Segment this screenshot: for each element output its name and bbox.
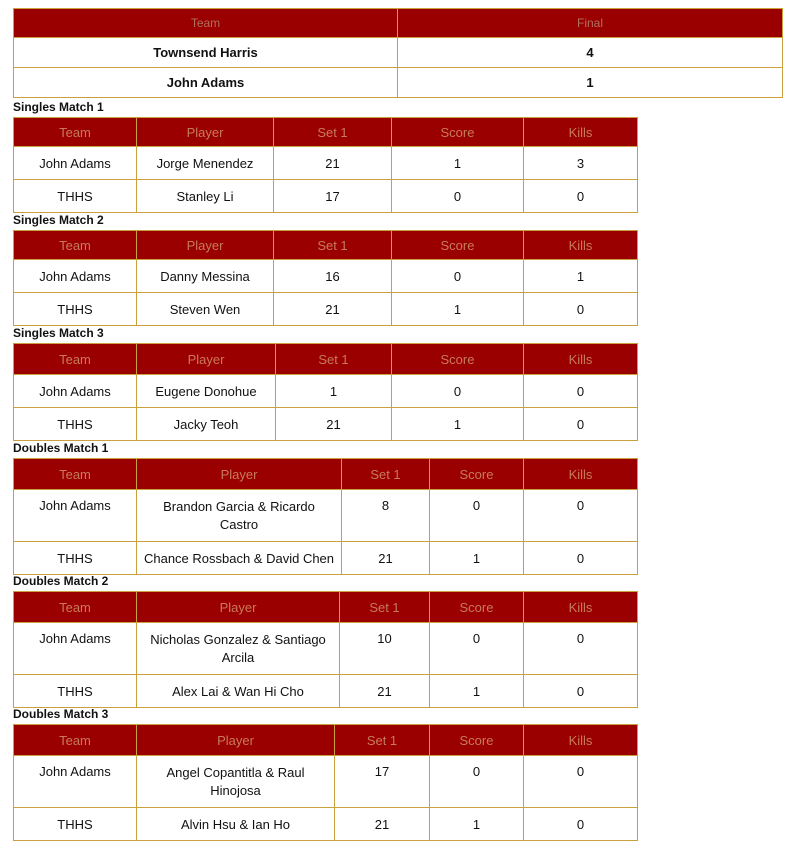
team-cell: John Adams (14, 490, 137, 542)
player-cell: Alvin Hsu & Ian Ho (137, 808, 335, 841)
kills-cell: 0 (524, 293, 638, 326)
table-row (14, 675, 638, 708)
player-cell: Jacky Teoh (137, 408, 276, 441)
table-row (14, 260, 638, 293)
table-row (14, 808, 638, 841)
player-cell: Brandon Garcia & Ricardo Castro (137, 490, 342, 542)
team-cell: John Adams (14, 68, 398, 98)
score-cell: 0 (392, 375, 524, 408)
table-row (14, 623, 638, 675)
column-header-score: Score (430, 725, 524, 756)
kills-cell: 0 (524, 375, 638, 408)
match-table (13, 724, 638, 841)
match-table (13, 591, 638, 708)
column-header-set1: Set 1 (274, 231, 392, 260)
set1-cell: 16 (274, 260, 392, 293)
set1-cell: 10 (340, 623, 430, 675)
column-header-player: Player (137, 592, 340, 623)
team-cell: THHS (14, 293, 137, 326)
table-row (14, 542, 638, 575)
kills-cell: 0 (524, 623, 638, 675)
column-header-kills: Kills (524, 459, 638, 490)
column-header-team: Team (14, 725, 137, 756)
player-cell: Jorge Menendez (137, 147, 274, 180)
kills-cell: 0 (524, 542, 638, 575)
player-cell: Alex Lai & Wan Hi Cho (137, 675, 340, 708)
match-title: Doubles Match 2 (13, 574, 109, 588)
score-cell: 0 (392, 260, 524, 293)
column-header-team: Team (14, 592, 137, 623)
team-cell: THHS (14, 675, 137, 708)
table-header-row (14, 231, 638, 260)
player-cell: Angel Copantitla & Raul Hinojosa (137, 756, 335, 808)
score-cell: 0 (392, 180, 524, 213)
table-header-row (14, 9, 783, 38)
team-cell: Townsend Harris (14, 38, 398, 68)
column-header-score: Score (392, 118, 524, 147)
column-header-kills: Kills (524, 118, 638, 147)
column-header-player: Player (137, 344, 276, 375)
match-title: Singles Match 3 (13, 326, 104, 340)
kills-cell: 0 (524, 808, 638, 841)
table-header-row (14, 344, 638, 375)
column-header-final: Final (398, 9, 783, 38)
column-header-score: Score (392, 344, 524, 375)
team-cell: THHS (14, 408, 137, 441)
set1-cell: 21 (340, 675, 430, 708)
table-row (14, 180, 638, 213)
team-cell: THHS (14, 542, 137, 575)
set1-cell: 21 (276, 408, 392, 441)
player-cell: Nicholas Gonzalez & Santiago Arcila (137, 623, 340, 675)
final-score-cell: 1 (398, 68, 783, 98)
team-cell: THHS (14, 808, 137, 841)
match-title: Doubles Match 1 (13, 441, 109, 455)
team-cell: THHS (14, 180, 137, 213)
kills-cell: 0 (524, 756, 638, 808)
team-cell: John Adams (14, 375, 137, 408)
set1-cell: 21 (342, 542, 430, 575)
column-header-set1: Set 1 (276, 344, 392, 375)
column-header-player: Player (137, 231, 274, 260)
kills-cell: 0 (524, 180, 638, 213)
team-cell: John Adams (14, 756, 137, 808)
column-header-set1: Set 1 (335, 725, 430, 756)
table-row (14, 38, 783, 68)
set1-cell: 17 (335, 756, 430, 808)
column-header-kills: Kills (524, 231, 638, 260)
match-table (13, 117, 638, 213)
table-row (14, 408, 638, 441)
column-header-set1: Set 1 (274, 118, 392, 147)
score-cell: 1 (392, 408, 524, 441)
final-score-cell: 4 (398, 38, 783, 68)
column-header-player: Player (137, 118, 274, 147)
match-title: Doubles Match 3 (13, 707, 109, 721)
score-cell: 1 (392, 293, 524, 326)
match-title: Singles Match 1 (13, 100, 104, 114)
table-header-row (14, 459, 638, 490)
team-cell: John Adams (14, 147, 137, 180)
table-row (14, 147, 638, 180)
match-table (13, 230, 638, 326)
column-header-team: Team (14, 344, 137, 375)
kills-cell: 0 (524, 408, 638, 441)
column-header-score: Score (430, 592, 524, 623)
column-header-set1: Set 1 (340, 592, 430, 623)
set1-cell: 8 (342, 490, 430, 542)
column-header-team: Team (14, 9, 398, 38)
score-cell: 1 (392, 147, 524, 180)
player-cell: Steven Wen (137, 293, 274, 326)
match-table (13, 458, 638, 575)
column-header-score: Score (392, 231, 524, 260)
kills-cell: 3 (524, 147, 638, 180)
kills-cell: 0 (524, 675, 638, 708)
table-row (14, 293, 638, 326)
set1-cell: 21 (274, 293, 392, 326)
team-cell: John Adams (14, 623, 137, 675)
player-cell: Eugene Donohue (137, 375, 276, 408)
column-header-score: Score (430, 459, 524, 490)
score-cell: 0 (430, 623, 524, 675)
final-score-table (13, 8, 783, 98)
player-cell: Danny Messina (137, 260, 274, 293)
score-cell: 1 (430, 675, 524, 708)
table-row (14, 756, 638, 808)
column-header-player: Player (137, 459, 342, 490)
table-row (14, 375, 638, 408)
set1-cell: 17 (274, 180, 392, 213)
column-header-team: Team (14, 459, 137, 490)
column-header-kills: Kills (524, 344, 638, 375)
table-header-row (14, 725, 638, 756)
column-header-team: Team (14, 118, 137, 147)
column-header-team: Team (14, 231, 137, 260)
column-header-kills: Kills (524, 592, 638, 623)
table-row (14, 68, 783, 98)
team-cell: John Adams (14, 260, 137, 293)
match-title: Singles Match 2 (13, 213, 104, 227)
set1-cell: 21 (274, 147, 392, 180)
player-cell: Chance Rossbach & David Chen (137, 542, 342, 575)
score-cell: 1 (430, 542, 524, 575)
set1-cell: 1 (276, 375, 392, 408)
table-header-row (14, 118, 638, 147)
column-header-set1: Set 1 (342, 459, 430, 490)
score-cell: 0 (430, 756, 524, 808)
kills-cell: 1 (524, 260, 638, 293)
table-row (14, 490, 638, 542)
player-cell: Stanley Li (137, 180, 274, 213)
column-header-player: Player (137, 725, 335, 756)
table-header-row (14, 592, 638, 623)
set1-cell: 21 (335, 808, 430, 841)
score-cell: 0 (430, 490, 524, 542)
column-header-kills: Kills (524, 725, 638, 756)
match-table (13, 343, 638, 441)
kills-cell: 0 (524, 490, 638, 542)
score-cell: 1 (430, 808, 524, 841)
